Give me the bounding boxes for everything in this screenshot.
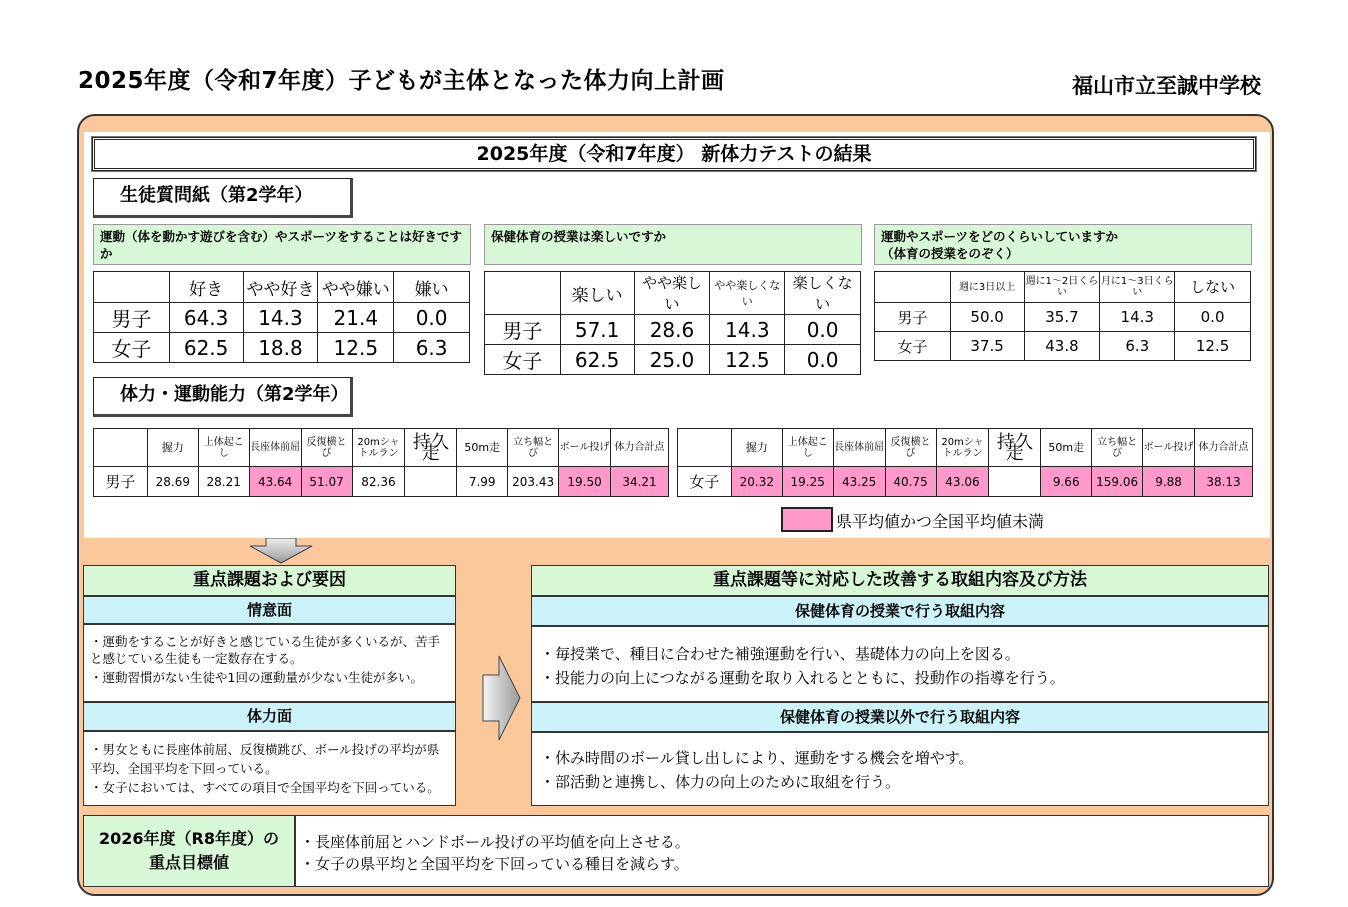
target-line-2: ・女子の県平均と全国平均を下回っている種目を減らす。 — [300, 855, 689, 873]
highlighted-cell: 19.50 — [559, 467, 611, 497]
emotional-line-2: ・運動習慣がない生徒や1回の運動量が少ない生徒が多い。 — [90, 670, 423, 685]
table-cell: 12.5 — [1175, 332, 1251, 361]
row-label: 女子 — [875, 332, 951, 361]
highlighted-cell: 43.06 — [936, 467, 989, 497]
row-label: 男子 — [94, 303, 170, 333]
table-header: 立ち幅とび — [1092, 429, 1143, 467]
table-cell: 14.3 — [243, 303, 318, 333]
table-header: 立ち幅とび — [508, 429, 559, 467]
physical-head: 体力面 — [83, 702, 456, 731]
legend-text: 県平均値かつ全国平均値未満 — [836, 512, 1045, 531]
q1-question: 運動（体を動かす遊びを含む）やスポーツをすることは好きですか — [93, 224, 471, 265]
table-header: 月に1～3日くらい — [1100, 272, 1175, 303]
highlighted-cell: 19.25 — [782, 467, 833, 497]
highlighted-cell: 43.64 — [249, 467, 301, 497]
school-name: 福山市立至誠中学校 — [1072, 74, 1261, 98]
table-header: 反復横とび — [885, 429, 936, 467]
table-header: やや好き — [243, 272, 318, 303]
table-header: 20mシャトルラン — [352, 429, 405, 467]
row-label: 女子 — [94, 333, 170, 363]
table-cell: 28.21 — [198, 467, 249, 497]
table-cell: 62.5 — [169, 333, 243, 363]
table-header: やや嫌い — [318, 272, 394, 303]
table-header: しない — [1175, 272, 1251, 303]
highlighted-cell: 43.25 — [833, 467, 885, 497]
highlighted-cell: 9.88 — [1143, 467, 1195, 497]
girls-fitness-table — [677, 428, 1253, 497]
row-label: 男子 — [485, 315, 561, 345]
table-cell: 6.3 — [1100, 332, 1175, 361]
table-header: 持久走 — [989, 429, 1041, 467]
highlighted-cell: 40.75 — [885, 467, 936, 497]
table-cell — [989, 467, 1041, 497]
highlighted-cell: 51.07 — [301, 467, 352, 497]
physical-text — [83, 731, 456, 806]
highlighted-cell: 9.66 — [1041, 467, 1092, 497]
table-header: 体力合計点 — [611, 429, 669, 467]
legend-swatch — [781, 507, 833, 532]
table-header: 体力合計点 — [1195, 429, 1253, 467]
table-cell: 0.0 — [394, 303, 470, 333]
table-header: 上体起こし — [198, 429, 249, 467]
outside-line-1: ・休み時間のボール貸し出しにより、運動をする機会を増やす。 — [540, 749, 974, 767]
physical-line-2: ・女子においては、すべての項目で全国平均を下回っている。 — [90, 780, 440, 795]
q3-question-line2: （体育の授業をのぞく） — [881, 246, 1019, 261]
row-label: 男子 — [94, 467, 148, 497]
emotional-text — [83, 624, 456, 702]
q2-table — [484, 271, 861, 375]
table-cell: 0.0 — [785, 315, 861, 345]
row-label: 女子 — [485, 345, 561, 375]
table-cell: 12.5 — [710, 345, 785, 375]
table-cell: 64.3 — [169, 303, 243, 333]
table-cell: 43.8 — [1024, 332, 1100, 361]
table-header: 長座体前屈 — [833, 429, 885, 467]
table-cell: 18.8 — [243, 333, 318, 363]
table-cell: 12.5 — [318, 333, 394, 363]
table-header: 上体起こし — [782, 429, 833, 467]
table-header: ボール投げ — [1143, 429, 1195, 467]
table-header: 楽しい — [560, 272, 634, 315]
table-header: 嫌い — [394, 272, 470, 303]
table-header: 握力 — [731, 429, 782, 467]
emotional-line-1: ・運動をすることが好きと感じている生徒が多くいるが、苦手と感じている生徒も一定数存在する。 — [90, 634, 441, 666]
outside-text — [531, 732, 1269, 806]
emotional-head: 情意面 — [83, 596, 456, 624]
issues-title: 重点課題および要因 — [83, 565, 456, 596]
table-cell: 62.5 — [560, 345, 634, 375]
table-header: 持久走 — [405, 429, 457, 467]
in-class-head: 保健体育の授業で行う取組内容 — [531, 596, 1269, 626]
table-cell — [94, 429, 148, 467]
highlighted-cell: 38.13 — [1195, 467, 1253, 497]
target-label — [83, 815, 295, 887]
q3-question-line1: 運動やスポーツをどのくらいしていますか — [881, 229, 1119, 244]
physical-line-1: ・男女ともに長座体前屈、反復横跳び、ボール投げの平均が県平均、全国平均を下回っている。 — [90, 742, 440, 776]
table-header: やや楽しくない — [710, 272, 785, 315]
table-header: 50m走 — [457, 429, 508, 467]
table-header: 50m走 — [1041, 429, 1092, 467]
table-header: やや楽しい — [634, 272, 710, 315]
questionnaire-section-label: 生徒質問紙（第2学年） — [93, 178, 353, 218]
table-cell: 203.43 — [508, 467, 559, 497]
table-cell: 14.3 — [710, 315, 785, 345]
row-label: 男子 — [875, 303, 951, 332]
table-cell: 28.69 — [147, 467, 198, 497]
table-header: 週に1～2日くらい — [1024, 272, 1100, 303]
table-cell: 6.3 — [394, 333, 470, 363]
highlighted-cell: 159.06 — [1092, 467, 1143, 497]
table-cell: 28.6 — [634, 315, 710, 345]
outside-head: 保健体育の授業以外で行う取組内容 — [531, 702, 1269, 732]
measures-title: 重点課題等に対応した改善する取組内容及び方法 — [531, 565, 1269, 596]
table-cell: 37.5 — [950, 332, 1024, 361]
table-header: 握力 — [147, 429, 198, 467]
q3-question — [874, 224, 1252, 265]
table-cell: 35.7 — [1024, 303, 1100, 332]
in-class-text — [531, 626, 1269, 702]
table-cell: 0.0 — [785, 345, 861, 375]
page-title: 2025年度（令和7年度）子どもが主体となった体力向上計画 — [78, 68, 725, 94]
table-cell: 82.36 — [352, 467, 405, 497]
in-class-line-2: ・投能力の向上につながる運動を取り入れるとともに、投動作の指導を行う。 — [540, 669, 1065, 687]
results-title: 2025年度（令和7年度） 新体力テストの結果 — [92, 137, 1256, 171]
in-class-line-1: ・毎授業で、種目に合わせた補強運動を行い、基礎体力の向上を図る。 — [540, 645, 1020, 663]
down-arrow-icon — [248, 538, 314, 564]
table-cell: 50.0 — [950, 303, 1024, 332]
table-header: 20mシャトルラン — [936, 429, 989, 467]
table-header: 反復横とび — [301, 429, 352, 467]
target-label-line2: 重点目標値 — [148, 853, 229, 872]
q2-question: 保健体育の授業は楽しいですか — [484, 224, 862, 265]
table-cell: 25.0 — [634, 345, 710, 375]
table-cell: 7.99 — [457, 467, 508, 497]
table-cell: 21.4 — [318, 303, 394, 333]
table-cell — [678, 429, 732, 467]
q3-table — [874, 271, 1251, 361]
target-label-line1: 2026年度（R8年度）の — [99, 829, 279, 848]
row-label: 女子 — [678, 467, 732, 497]
table-cell — [485, 272, 561, 315]
right-arrow-icon — [482, 655, 522, 741]
table-cell — [405, 467, 457, 497]
table-cell: 14.3 — [1100, 303, 1175, 332]
table-header: ボール投げ — [559, 429, 611, 467]
highlighted-cell: 20.32 — [731, 467, 782, 497]
fitness-section-label: 体力・運動能力（第2学年） — [93, 377, 353, 417]
table-cell: 0.0 — [1175, 303, 1251, 332]
table-header: 楽しくない — [785, 272, 861, 315]
outside-line-2: ・部活動と連携し、体力の向上のために取組を行う。 — [540, 773, 901, 791]
target-line-1: ・長座体前屈とハンドボール投げの平均値を向上させる。 — [300, 833, 690, 851]
boys-fitness-table — [93, 428, 669, 497]
target-text — [295, 815, 1269, 887]
table-header: 週に3日以上 — [950, 272, 1024, 303]
table-cell — [875, 272, 951, 303]
q1-table — [93, 271, 470, 363]
table-header: 長座体前屈 — [249, 429, 301, 467]
highlighted-cell: 34.21 — [611, 467, 669, 497]
table-cell — [94, 272, 170, 303]
table-header: 好き — [169, 272, 243, 303]
table-cell: 57.1 — [560, 315, 634, 345]
